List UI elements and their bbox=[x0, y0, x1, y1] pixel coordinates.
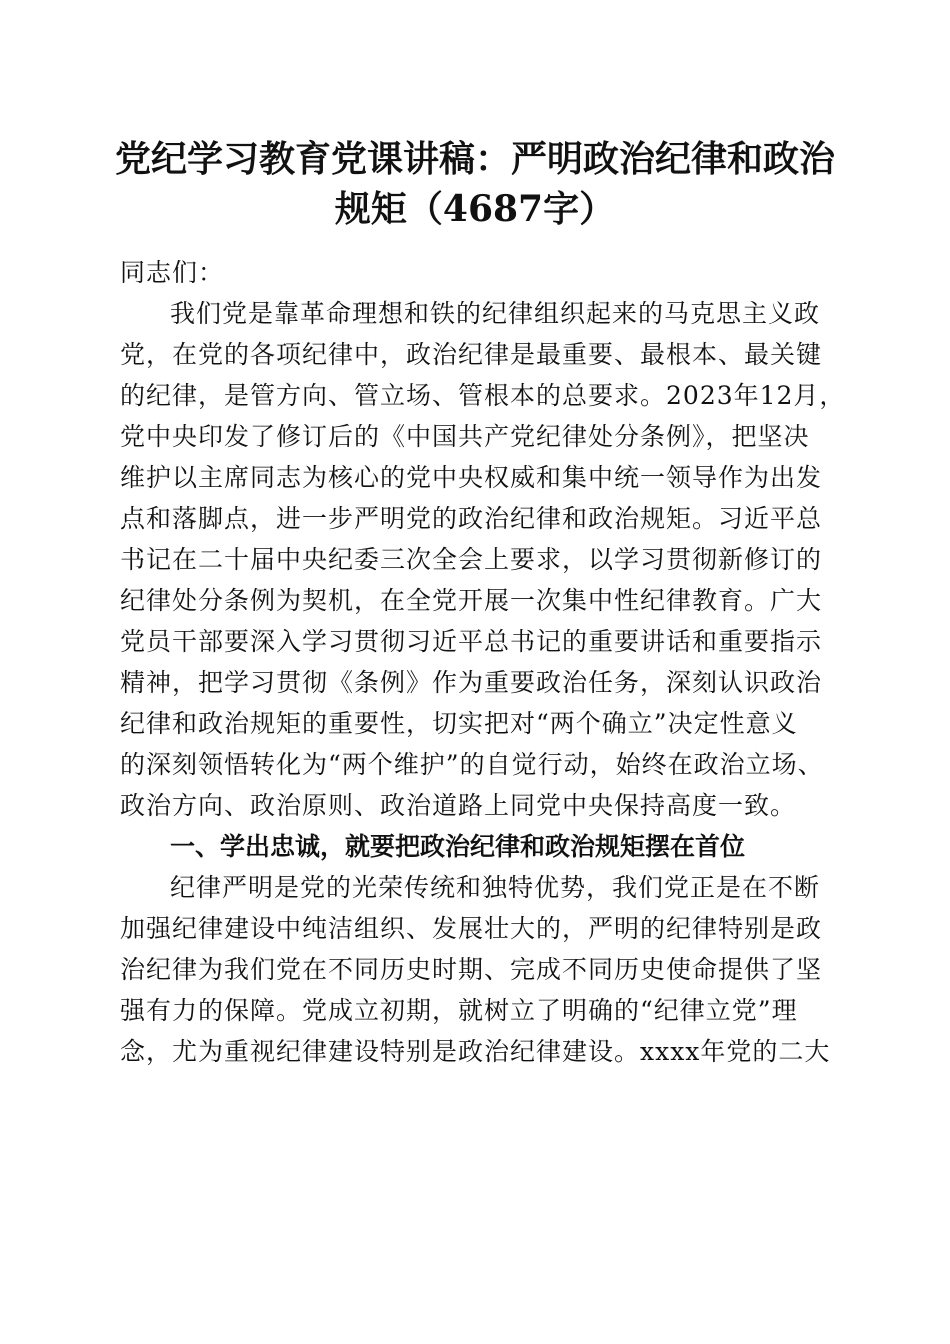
paragraph-line: 党，在党的各项纪律中，政治纪律是最重要、最根本、最关键 bbox=[120, 340, 823, 369]
section-heading: 一、学出忠诚，就要把政治纪律和政治规矩摆在首位 bbox=[170, 832, 746, 861]
title-line-2: 规矩（4687字） bbox=[334, 188, 616, 230]
paragraph-line: 政治方向、政治原则、政治道路上同党中央保持高度一致。 bbox=[120, 791, 797, 820]
paragraph-line: 点和落脚点，进一步严明党的政治纪律和政治规矩。习近平总 bbox=[120, 504, 823, 533]
paragraph-line: 维护以主席同志为核心的党中央权威和集中统一领导作为出发 bbox=[120, 463, 823, 492]
paragraph-line: 我们党是靠革命理想和铁的纪律组织起来的马克思主义政 bbox=[170, 299, 821, 328]
paragraph-line: 纪律和政治规矩的重要性，切实把对“两个确立”决定性意义 bbox=[120, 709, 798, 738]
paragraph-line: 强有力的保障。党成立初期，就树立了明确的“纪律立党”理 bbox=[120, 996, 798, 1025]
document-body bbox=[120, 252, 846, 1072]
paragraph-line: 的纪律，是管方向、管立场、管根本的总要求。2023年12月， bbox=[120, 381, 846, 410]
title-line-1: 党纪学习教育党课讲稿：严明政治纪律和政治 bbox=[114, 138, 835, 180]
paragraph-line: 党员干部要深入学习贯彻习近平总书记的重要讲话和重要指示 bbox=[120, 627, 823, 656]
paragraph-line: 念，尤为重视纪律建设特别是政治纪律建设。xxxx年党的二大 bbox=[120, 1037, 831, 1066]
paragraph-line: 加强纪律建设中纯洁组织、发展壮大的，严明的纪律特别是政 bbox=[120, 914, 823, 943]
paragraph-line: 纪律严明是党的光荣传统和独特优势，我们党正是在不断 bbox=[170, 873, 821, 902]
paragraph-line: 治纪律为我们党在不同历史时期、完成不同历史使命提供了坚 bbox=[120, 955, 823, 984]
paragraph-line: 精神，把学习贯彻《条例》作为重要政治任务，深刻认识政治 bbox=[120, 668, 823, 697]
paragraph-line: 党中央印发了修订后的《中国共产党纪律处分条例》，把坚决 bbox=[120, 422, 810, 451]
paragraph-line: 纪律处分条例为契机，在全党开展一次集中性纪律教育。广大 bbox=[120, 586, 823, 615]
paragraph-line: 的深刻领悟转化为“两个维护”的自觉行动，始终在政治立场、 bbox=[120, 750, 824, 779]
paragraph-line: 书记在二十届中央纪委三次全会上要求，以学习贯彻新修订的 bbox=[120, 545, 823, 574]
document-title bbox=[100, 134, 850, 234]
salutation: 同志们： bbox=[120, 258, 225, 287]
